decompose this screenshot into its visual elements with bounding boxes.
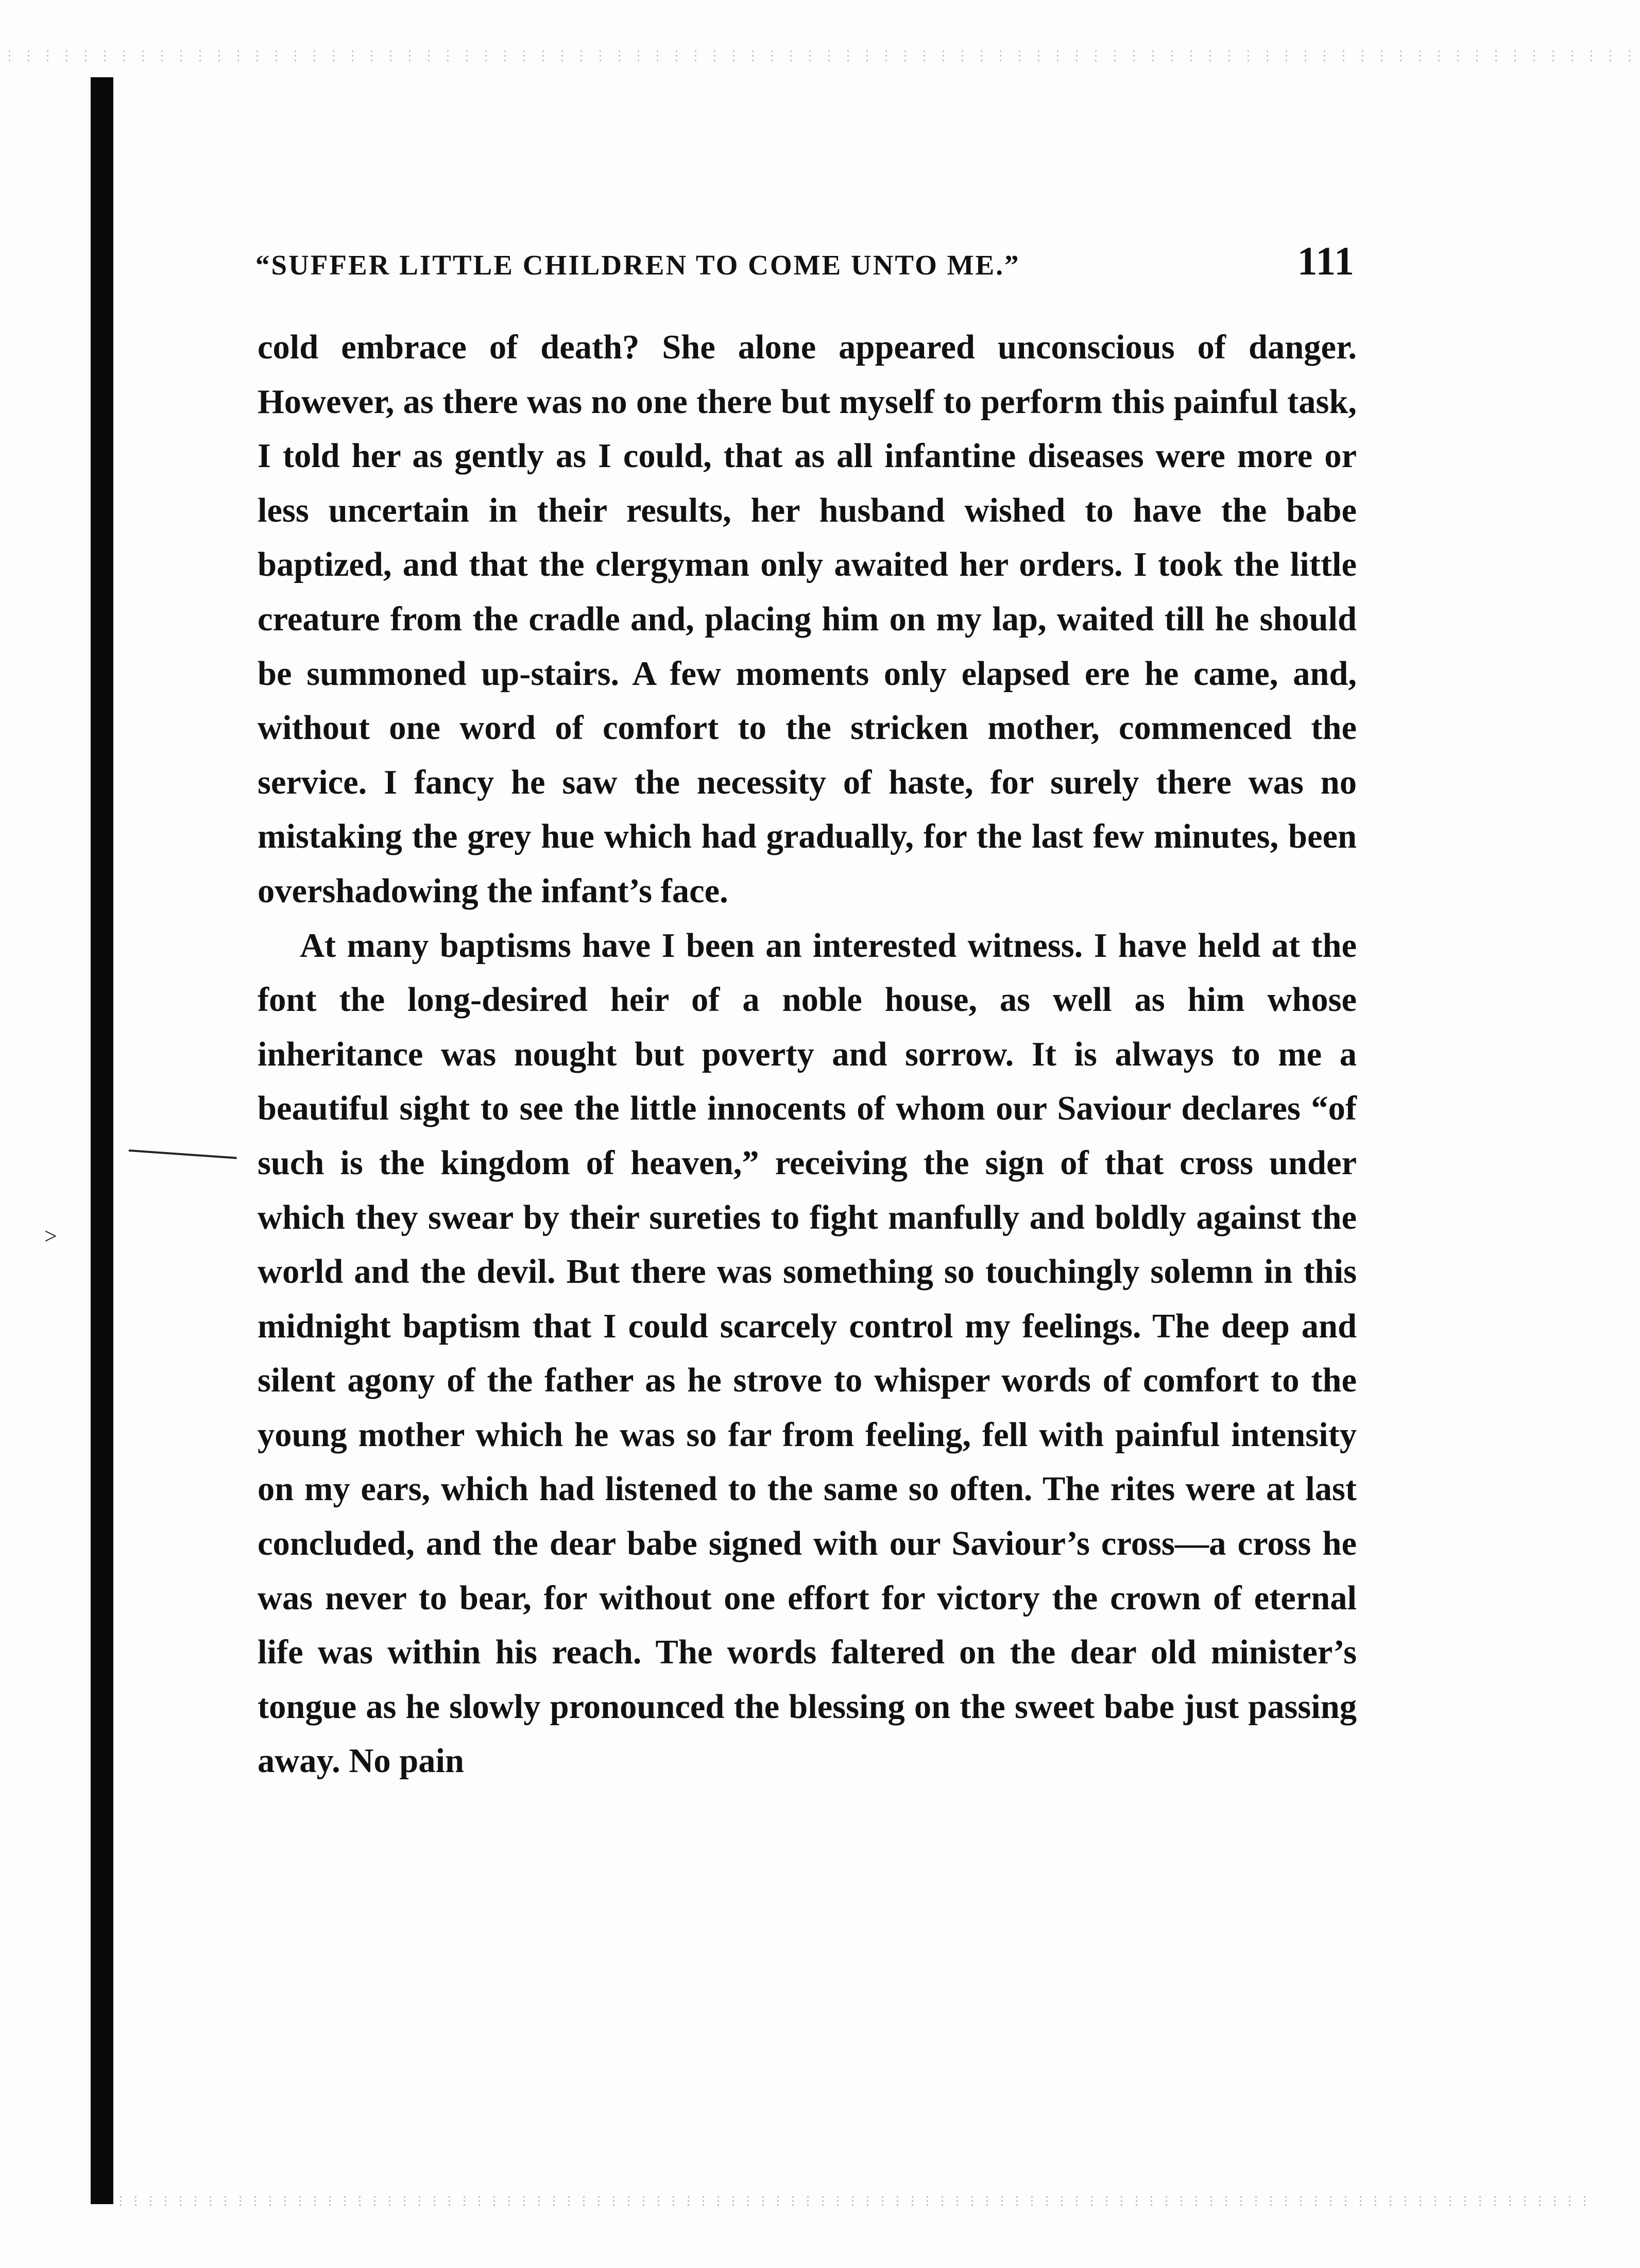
scan-noise-top xyxy=(0,49,1640,64)
paragraph: At many baptisms have I been an interested witness. I have held at the font the long-desired heir of a noble house, as well as him whose inheritance was nought but poverty and sorrow. It is always to me a beautiful sight to see the little innocents of whom our Saviour declares “of such is the kingdom of heaven,” receiving the sign of that cross under which they swear by their sureties to fight manfully and boldly against the world and the devil. But there was something so touchingly solemn in this midnight baptism that I could scarcely control my feelings. The deep and silent agony of the father as he strove to whisper words of comfort to the young mother which he was so far from feeling, fell with painful intensity on my ears, which had listened to the same so often. The rites were at last concluded, and the dear babe signed with our Saviour’s cross—a cross he was never to bear, for without one effort for victory the crown of eternal life was within his reach. The words faltered on the dear old minister’s tongue as he slowly pronounced the blessing on the sweet babe just passing away. No pain xyxy=(258,926,1357,1780)
paragraph: cold embrace of death? She alone appeared unconscious of danger. However, as there was no one there but myself to perform this painful task, I told her as gently as I could, that as all infantine diseases were more or less uncertain in their results, her husband wished to have the babe baptized, and that the clergyman only awaited her orders. I took the little creature from the cradle and, placing him on my lap, waited till he should be summoned up-stairs. A few moments only elapsed ere he came, and, without one word of comfort to the stricken mother, commenced the service. I fancy he saw the necessity of haste, for surely there was no mistaking the grey hue which had gradually, for the last few minutes, been overshadowing the infant’s face. xyxy=(258,329,1357,910)
body-text xyxy=(258,320,1357,1789)
binding-shadow xyxy=(91,77,113,2204)
stray-pen-stroke xyxy=(129,1149,237,1159)
page-header xyxy=(255,238,1355,284)
margin-mark: > xyxy=(44,1224,57,1249)
running-head: “SUFFER LITTLE CHILDREN TO COME UNTO ME.” xyxy=(255,249,1020,281)
scan-noise-bottom xyxy=(113,2195,1597,2208)
page-number: 111 xyxy=(1297,238,1355,283)
